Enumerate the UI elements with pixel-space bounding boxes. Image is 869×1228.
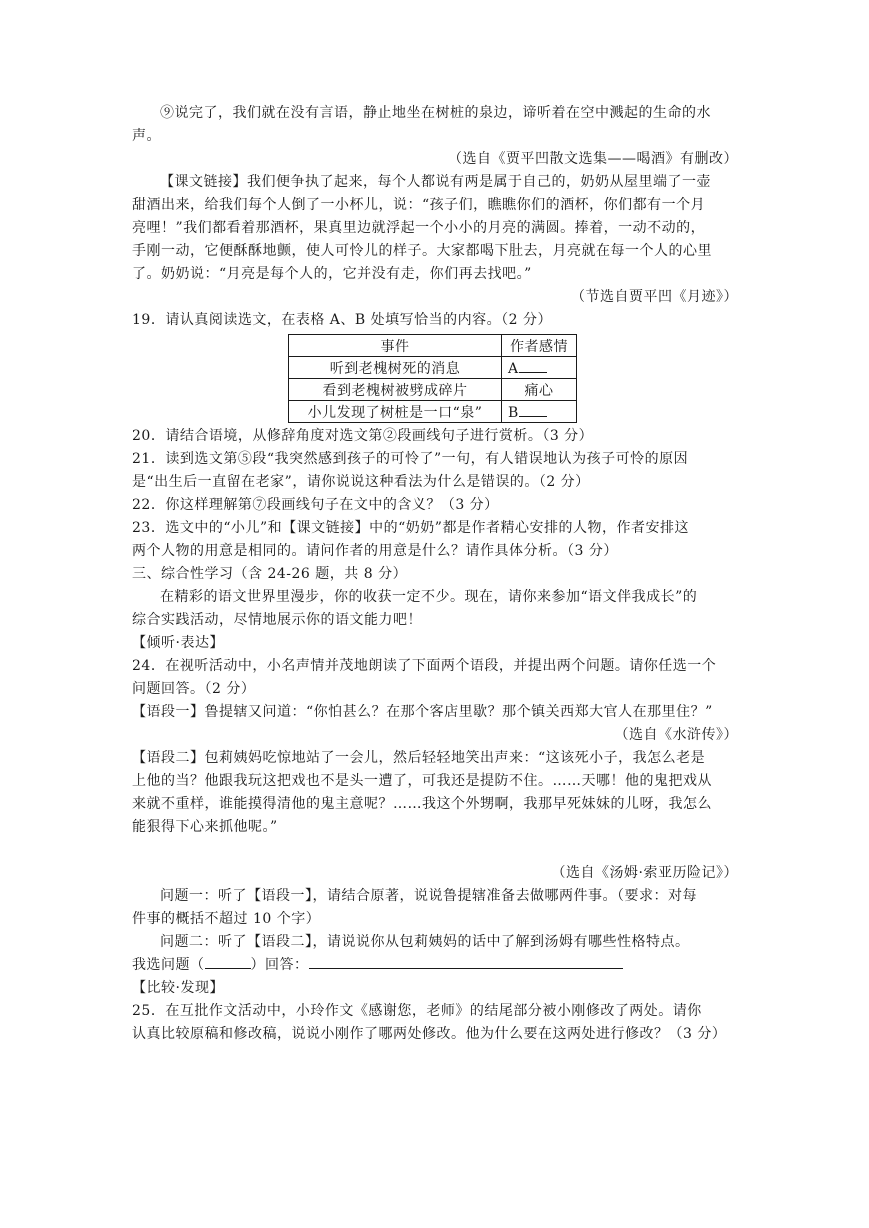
question-25-line2: 认真比较原稿和修改稿，说说小刚作了哪两处修改。他为什么要在这两处进行修改？（3 分） — [132, 1026, 727, 1042]
answer-label-b: B — [508, 405, 519, 421]
segment-2-line3: 来就不重样，谁能摸得清他的鬼主意呢？……我这个外甥啊，我那早死妹妹的儿呀，我怎么 — [132, 796, 712, 812]
table-cell-feeling-b[interactable] — [502, 401, 577, 423]
question-21-line2: 是“出生后一直留在老家”，请你说说这种看法为什么是错误的。（2 分） — [132, 474, 590, 490]
section-3-intro-line1: 在精彩的语文世界里漫步，你的收获一定不少。现在，请你来参加“语文伴我成长”的 — [160, 589, 698, 605]
section-3-heading: 三、综合性学习（含 24-26 题，共 8 分） — [132, 566, 408, 582]
answer-blank[interactable] — [309, 954, 623, 969]
table-cell-event: 看到老槐树被劈成碎片 — [289, 379, 502, 401]
problem-1-line1: 问题一：听了【语段一】，请结合原著，说说鲁提辖准备去做哪两件事。（要求：对每 — [160, 888, 697, 904]
question-24-line1: 24．在视听活动中，小名声情并茂地朗读了下面两个语段，并提出两个问题。请你任选一个 — [132, 658, 717, 674]
table-cell-event: 小儿发现了树桩是一口“泉” — [289, 401, 502, 423]
compare-heading: 【比较·发现】 — [132, 980, 224, 996]
table-header-feeling: 作者感情 — [502, 335, 577, 357]
passage-source-1: （选自《贾平凹散文选集——喝酒》有删改） — [448, 151, 738, 167]
problem-2: 问题二：听了【语段二】，请说说你从包莉姨妈的话中了解到汤姆有哪些性格特点。 — [160, 934, 690, 950]
segment-1: 【语段一】鲁提辖又问道：“你怕甚么？在那个客店里歇？那个镇关西郑大官人在那里住？” — [132, 704, 713, 720]
table-header-row — [289, 335, 577, 357]
question-21-line1: 21．读到选文第⑤段“我突然感到孩子的可怜了”一句，有人错误地认为孩子可怜的原因 — [132, 451, 689, 467]
question-23-line1: 23．选文中的“小儿”和【课文链接】中的“奶奶”都是作者精心安排的人物，作者安排这 — [132, 520, 689, 536]
table-cell-feeling: 痛心 — [502, 379, 577, 401]
link-line5: 了。奶奶说：“月亮是每个人的，它并没有走，你们再去找吧。” — [132, 266, 532, 282]
answer-line — [132, 954, 738, 977]
question-19: 19．请认真阅读选文，在表格 A、B 处填写恰当的内容。（2 分） — [132, 312, 552, 328]
question-24-line2: 问题回答。（2 分） — [132, 681, 256, 697]
segment-2-line1: 【语段二】包莉姨妈吃惊地站了一会儿，然后轻轻地笑出声来：“这该死小子，我怎么老是 — [132, 750, 706, 766]
table-row — [289, 357, 577, 379]
section-3-intro-line2: 综合实践活动，尽情地展示你的语文能力吧！ — [132, 612, 422, 628]
link-line2: 甜酒出来，给我们每个人倒了一小杯儿，说：“孩子们，瞧瞧你们的酒杯，你们都有一个月 — [132, 197, 706, 213]
segment-2-line4: 能狠得下心来抓他呢。” — [132, 819, 278, 835]
link-line3: 亮哩！”我们都看着那酒杯，果真里边就浮起一个小小的月亮的满圆。捧着，一动不动的， — [132, 220, 706, 236]
segment-2-line2: 上他的当？他跟我玩这把戏也不是头一遭了，可我还是提防不住。……天哪！他的鬼把戏从 — [132, 773, 712, 789]
passage-source-2: （节选自贾平凹《月迹》） — [571, 289, 738, 305]
table-cell-event: 听到老槐树死的消息 — [289, 357, 502, 379]
answer-label-a: A — [508, 361, 519, 377]
problem-choice-blank[interactable] — [205, 954, 251, 969]
passage-para9-line1: ⑨说完了，我们就在没有言语，静止地坐在树桩的泉边，谛听着在空中溅起的生命的水 — [160, 105, 711, 121]
emotion-table — [288, 334, 577, 423]
table-row — [289, 379, 577, 401]
passage-para9-line2: 声。 — [132, 128, 161, 144]
question-25-line1: 25．在互批作文活动中，小玲作文《感谢您，老师》的结尾部分被小刚修改了两处。请你 — [132, 1003, 702, 1019]
answer-blank-a[interactable] — [519, 358, 547, 373]
table-header-event: 事件 — [289, 335, 502, 357]
answer-blank-b[interactable] — [519, 402, 547, 417]
table-row — [289, 401, 577, 423]
listen-heading: 【倾听·表达】 — [132, 635, 224, 651]
question-22: 22．你这样理解第⑦段画线句子在文中的含义？（3 分） — [132, 497, 499, 513]
question-23-line2: 两个人物的用意是相同的。请问作者的用意是什么？请作具体分析。（3 分） — [132, 543, 618, 559]
table-cell-feeling-a[interactable] — [502, 357, 577, 379]
question-20: 20．请结合语境，从修辞角度对选文第②段画线句子进行赏析。（3 分） — [132, 428, 594, 444]
segment-2-source: （选自《汤姆·索亚历险记》） — [551, 865, 738, 881]
answer-mid: ）回答： — [250, 957, 309, 973]
segment-1-source: （选自《水浒传》） — [614, 727, 738, 743]
document-page — [132, 102, 738, 1046]
link-line1: 【课文链接】我们便争执了起来，每个人都说有两是属于自己的，奶奶从屋里端了一壶 — [160, 174, 711, 190]
link-line4: 手刚一动，它便酥酥地颤，使人可怜儿的样子。大家都喝下肚去，月亮就在每一个人的心里 — [132, 243, 712, 259]
problem-1-line2: 件事的概括不超过 10 个字） — [132, 911, 321, 927]
answer-prefix: 我选问题（ — [132, 957, 205, 973]
emotion-table-wrap — [288, 334, 738, 423]
